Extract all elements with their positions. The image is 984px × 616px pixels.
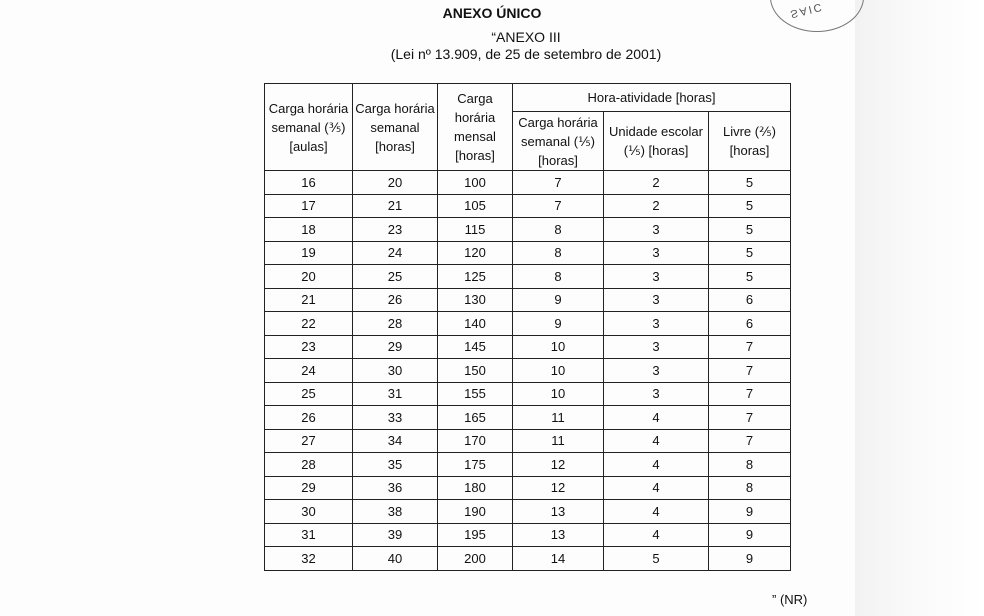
table-row [265,288,791,312]
cell-weekly-classes: 20 [265,265,353,289]
cell-monthly-hours: 145 [438,335,513,359]
cell-school-unit: 2 [604,194,709,218]
cell-weekly-classes: 24 [265,359,353,383]
table-row [265,194,791,218]
table-row [265,265,791,289]
cell-monthly-hours: 165 [438,406,513,430]
cell-monthly-hours: 155 [438,382,513,406]
cell-weekly-hours: 33 [353,406,438,430]
table-row [265,218,791,242]
cell-free: 7 [709,359,791,383]
cell-monthly-hours: 150 [438,359,513,383]
cell-free: 7 [709,382,791,406]
table-row [265,241,791,265]
cell-monthly-hours: 180 [438,476,513,500]
cell-school-unit: 3 [604,382,709,406]
cell-free: 5 [709,218,791,242]
cell-monthly-hours: 170 [438,429,513,453]
cell-weekly-hours: 29 [353,335,438,359]
cell-weekly-classes: 16 [265,171,353,195]
cell-activity-weekly: 7 [513,194,604,218]
cell-school-unit: 4 [604,523,709,547]
cell-school-unit: 3 [604,312,709,336]
cell-free: 7 [709,406,791,430]
table-row [265,453,791,477]
cell-monthly-hours: 100 [438,171,513,195]
cell-free: 8 [709,476,791,500]
table-row [265,429,791,453]
cell-weekly-hours: 36 [353,476,438,500]
cell-weekly-hours: 21 [353,194,438,218]
cell-free: 7 [709,429,791,453]
column-group-activity-hours: Hora-atividade [horas] [513,84,791,112]
cell-weekly-hours: 23 [353,218,438,242]
cell-weekly-classes: 17 [265,194,353,218]
cell-monthly-hours: 120 [438,241,513,265]
cell-weekly-hours: 31 [353,382,438,406]
table-row [265,547,791,571]
cell-activity-weekly: 8 [513,241,604,265]
column-header-activity-weekly: Carga horária semanal (⅕) [horas] [513,112,604,171]
footer-nr: ” (NR) [772,592,808,607]
cell-weekly-hours: 34 [353,429,438,453]
cell-weekly-classes: 18 [265,218,353,242]
cell-activity-weekly: 12 [513,476,604,500]
cell-free: 5 [709,171,791,195]
cell-activity-weekly: 13 [513,500,604,524]
column-header-weekly-classes: Carga horária semanal (⅗) [aulas] [265,84,353,171]
column-header-weekly-hours: Carga horária semanal [horas] [353,84,438,171]
table-header-row [265,84,791,112]
cell-school-unit: 4 [604,476,709,500]
cell-activity-weekly: 12 [513,453,604,477]
cell-free: 6 [709,312,791,336]
table-row [265,500,791,524]
cell-free: 5 [709,265,791,289]
page-edge-shadow [855,0,984,616]
cell-weekly-hours: 39 [353,523,438,547]
cell-activity-weekly: 10 [513,359,604,383]
cell-weekly-hours: 38 [353,500,438,524]
cell-school-unit: 3 [604,241,709,265]
workload-table [264,83,791,571]
cell-weekly-classes: 27 [265,429,353,453]
cell-free: 6 [709,288,791,312]
table-row [265,359,791,383]
cell-activity-weekly: 11 [513,429,604,453]
table-row [265,312,791,336]
column-header-school-unit: Unidade escolar (⅕) [horas] [604,112,709,171]
cell-activity-weekly: 8 [513,265,604,289]
cell-school-unit: 4 [604,500,709,524]
cell-weekly-classes: 22 [265,312,353,336]
cell-weekly-hours: 30 [353,359,438,383]
table-row [265,476,791,500]
cell-activity-weekly: 10 [513,335,604,359]
cell-school-unit: 3 [604,335,709,359]
cell-monthly-hours: 190 [438,500,513,524]
cell-weekly-hours: 26 [353,288,438,312]
cell-monthly-hours: 105 [438,194,513,218]
cell-weekly-hours: 40 [353,547,438,571]
cell-free: 9 [709,523,791,547]
cell-free: 7 [709,335,791,359]
cell-weekly-classes: 29 [265,476,353,500]
cell-weekly-classes: 31 [265,523,353,547]
cell-weekly-classes: 32 [265,547,353,571]
cell-school-unit: 2 [604,171,709,195]
cell-weekly-hours: 20 [353,171,438,195]
law-reference: (Lei nº 13.909, de 25 de setembro de 2001) [390,46,662,62]
table-body [265,171,791,571]
document-title: ANEXO ÚNICO [442,5,542,21]
cell-free: 5 [709,241,791,265]
cell-activity-weekly: 13 [513,523,604,547]
column-header-free: Livre (⅖) [horas] [709,112,791,171]
cell-weekly-classes: 23 [265,335,353,359]
cell-school-unit: 5 [604,547,709,571]
cell-activity-weekly: 8 [513,218,604,242]
cell-weekly-classes: 21 [265,288,353,312]
cell-activity-weekly: 9 [513,312,604,336]
table-row [265,171,791,195]
cell-activity-weekly: 7 [513,171,604,195]
cell-activity-weekly: 11 [513,406,604,430]
table-row [265,335,791,359]
cell-monthly-hours: 195 [438,523,513,547]
cell-monthly-hours: 130 [438,288,513,312]
cell-weekly-classes: 25 [265,382,353,406]
cell-monthly-hours: 115 [438,218,513,242]
cell-free: 9 [709,547,791,571]
table-row [265,523,791,547]
cell-school-unit: 3 [604,359,709,383]
cell-monthly-hours: 140 [438,312,513,336]
cell-activity-weekly: 9 [513,288,604,312]
cell-weekly-hours: 28 [353,312,438,336]
table-row [265,406,791,430]
cell-weekly-hours: 25 [353,265,438,289]
annex-heading: “ANEXO III [491,29,561,45]
cell-school-unit: 4 [604,406,709,430]
cell-free: 8 [709,453,791,477]
cell-weekly-hours: 35 [353,453,438,477]
cell-weekly-classes: 28 [265,453,353,477]
cell-school-unit: 3 [604,218,709,242]
cell-monthly-hours: 175 [438,453,513,477]
cell-weekly-classes: 30 [265,500,353,524]
cell-monthly-hours: 125 [438,265,513,289]
cell-school-unit: 4 [604,429,709,453]
cell-monthly-hours: 200 [438,547,513,571]
cell-school-unit: 3 [604,288,709,312]
column-header-monthly-hours: Carga horária mensal [horas] [438,84,513,171]
cell-school-unit: 3 [604,265,709,289]
cell-weekly-classes: 26 [265,406,353,430]
table-row [265,382,791,406]
cell-weekly-classes: 19 [265,241,353,265]
cell-school-unit: 4 [604,453,709,477]
cell-weekly-hours: 24 [353,241,438,265]
cell-activity-weekly: 10 [513,382,604,406]
cell-free: 9 [709,500,791,524]
cell-activity-weekly: 14 [513,547,604,571]
cell-free: 5 [709,194,791,218]
stamp-seal-text: SAIC [789,0,825,20]
